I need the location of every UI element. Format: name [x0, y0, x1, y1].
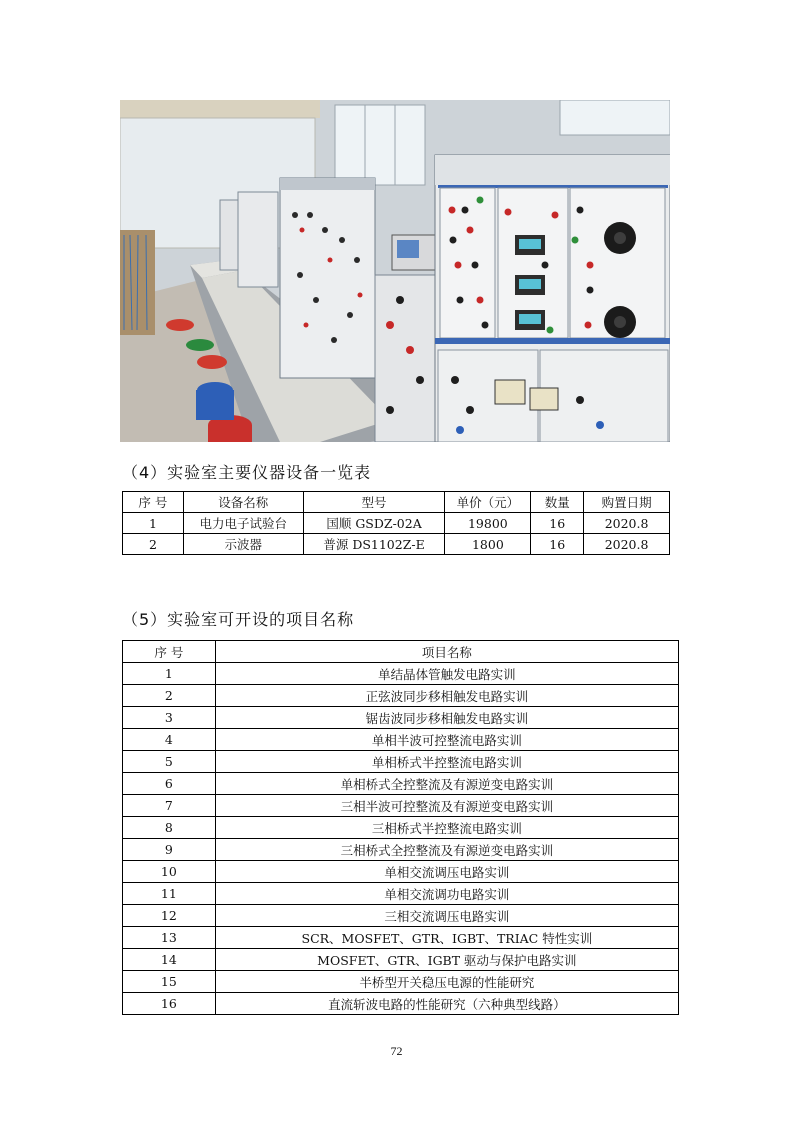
- table-cell: 16: [531, 513, 584, 534]
- table-cell: 示波器: [183, 534, 303, 555]
- table-row: [123, 534, 670, 555]
- table-cell: 国顺 GSDZ-02A: [303, 513, 445, 534]
- table-cell: 12: [123, 905, 216, 927]
- table-cell: 正弦波同步移相触发电路实训: [215, 685, 678, 707]
- table-cell: 9: [123, 839, 216, 861]
- table-row: [123, 795, 679, 817]
- table-row: [123, 927, 679, 949]
- table-cell: 2020.8: [584, 513, 670, 534]
- table-row: [123, 971, 679, 993]
- table-row: [123, 707, 679, 729]
- column-header: 项目名称: [215, 641, 678, 663]
- table-cell: 半桥型开关稳压电源的性能研究: [215, 971, 678, 993]
- table-row: [123, 685, 679, 707]
- table-row: [123, 513, 670, 534]
- table-cell: 1: [123, 663, 216, 685]
- table-row: [123, 905, 679, 927]
- table-cell: 14: [123, 949, 216, 971]
- table-row: [123, 949, 679, 971]
- table-cell: 2: [123, 685, 216, 707]
- table-cell: 5: [123, 751, 216, 773]
- table-cell: 6: [123, 773, 216, 795]
- column-header: 设备名称: [183, 492, 303, 513]
- column-header: 购置日期: [584, 492, 670, 513]
- column-header: 数量: [531, 492, 584, 513]
- section5-heading: （5）实验室可开设的项目名称: [122, 610, 355, 629]
- table-cell: MOSFET、GTR、IGBT 驱动与保护电路实训: [215, 949, 678, 971]
- equipment-table: [122, 491, 670, 555]
- project-table-body: [123, 663, 679, 1015]
- table-cell: 单相半波可控整流电路实训: [215, 729, 678, 751]
- table-row: [123, 773, 679, 795]
- table-cell: 2020.8: [584, 534, 670, 555]
- table-cell: 普源 DS1102Z-E: [303, 534, 445, 555]
- table-cell: 1: [123, 513, 184, 534]
- table-cell: 16: [123, 993, 216, 1015]
- table-cell: 三相交流调压电路实训: [215, 905, 678, 927]
- table-cell: 4: [123, 729, 216, 751]
- table-cell: 单相桥式全控整流及有源逆变电路实训: [215, 773, 678, 795]
- table-row: [123, 751, 679, 773]
- table-cell: SCR、MOSFET、GTR、IGBT、TRIAC 特性实训: [215, 927, 678, 949]
- section4-heading: （4）实验室主要仪器设备一览表: [122, 463, 372, 482]
- table-cell: 直流斩波电路的性能研究（六种典型线路）: [215, 993, 678, 1015]
- table-cell: 三相桥式全控整流及有源逆变电路实训: [215, 839, 678, 861]
- table-cell: 三相半波可控整流及有源逆变电路实训: [215, 795, 678, 817]
- table-cell: 13: [123, 927, 216, 949]
- table-cell: 7: [123, 795, 216, 817]
- table-cell: 19800: [445, 513, 531, 534]
- table-cell: 锯齿波同步移相触发电路实训: [215, 707, 678, 729]
- table-header-row: [123, 641, 679, 663]
- table-row: [123, 861, 679, 883]
- table-cell: 1800: [445, 534, 531, 555]
- table-row: [123, 993, 679, 1015]
- table-cell: 8: [123, 817, 216, 839]
- table-header-row: [123, 492, 670, 513]
- table-row: [123, 883, 679, 905]
- table-cell: 单结晶体管触发电路实训: [215, 663, 678, 685]
- table-cell: 11: [123, 883, 216, 905]
- table-cell: 电力电子试验台: [183, 513, 303, 534]
- column-header: 序 号: [123, 641, 216, 663]
- table-cell: 单相交流调功电路实训: [215, 883, 678, 905]
- table-cell: 单相桥式半控整流电路实训: [215, 751, 678, 773]
- column-header: 序 号: [123, 492, 184, 513]
- table-cell: 3: [123, 707, 216, 729]
- table-cell: 2: [123, 534, 184, 555]
- table-row: [123, 817, 679, 839]
- lab-photo: [120, 100, 670, 442]
- table-cell: 单相交流调压电路实训: [215, 861, 678, 883]
- table-cell: 10: [123, 861, 216, 883]
- table-row: [123, 729, 679, 751]
- table-cell: 15: [123, 971, 216, 993]
- column-header: 单价（元）: [445, 492, 531, 513]
- table-cell: 三相桥式半控整流电路实训: [215, 817, 678, 839]
- page-number: 72: [390, 1044, 403, 1058]
- table-cell: 16: [531, 534, 584, 555]
- table-row: [123, 839, 679, 861]
- table-row: [123, 663, 679, 685]
- column-header: 型号: [303, 492, 445, 513]
- project-table: [122, 640, 679, 1015]
